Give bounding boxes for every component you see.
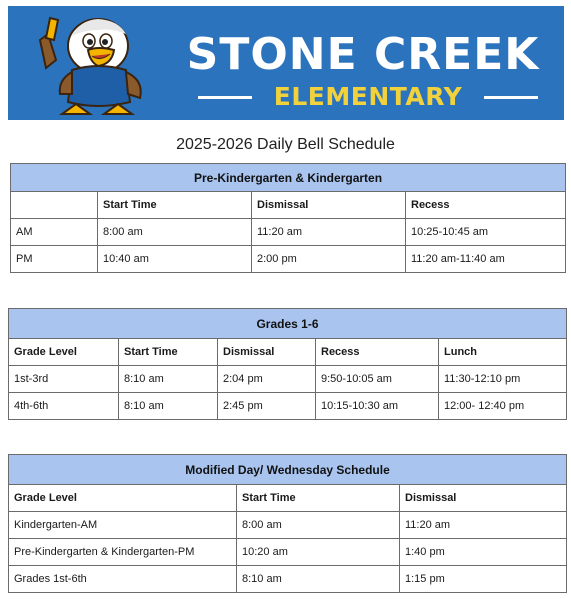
column-header: Recess bbox=[316, 339, 439, 366]
school-subtitle-group bbox=[198, 80, 538, 114]
column-header: Dismissal bbox=[218, 339, 316, 366]
table-cell: 11:20 am-11:40 am bbox=[406, 246, 566, 273]
table-cell: 1st-3rd bbox=[9, 366, 119, 393]
table-cell: Kindergarten-AM bbox=[9, 512, 237, 539]
table-cell: 11:20 am bbox=[252, 219, 406, 246]
table-cell: 2:00 pm bbox=[252, 246, 406, 273]
table-cell: Pre-Kindergarten & Kindergarten-PM bbox=[9, 539, 237, 566]
column-header: Start Time bbox=[237, 485, 400, 512]
column-header: Dismissal bbox=[252, 192, 406, 219]
school-banner bbox=[8, 6, 564, 120]
column-header: Grade Level bbox=[9, 485, 237, 512]
school-subtitle: ELEMENTARY bbox=[273, 82, 463, 111]
table-title: Pre-Kindergarten & Kindergarten bbox=[11, 164, 566, 192]
school-name: STONE CREEK bbox=[186, 29, 540, 80]
schedule-table-grades-1-6 bbox=[8, 308, 567, 420]
table-row bbox=[9, 393, 567, 420]
page-title: 2025-2026 Daily Bell Schedule bbox=[176, 136, 395, 153]
column-header: Grade Level bbox=[9, 339, 119, 366]
table-cell: AM bbox=[11, 219, 98, 246]
table-cell: 2:45 pm bbox=[218, 393, 316, 420]
schedule-table-prek-k bbox=[10, 163, 566, 273]
subtitle-rule-right bbox=[484, 96, 538, 99]
table-cell: 8:10 am bbox=[119, 393, 218, 420]
schedule-table-modified-day bbox=[8, 454, 567, 593]
table-row bbox=[9, 566, 567, 593]
table-cell: 8:10 am bbox=[237, 566, 400, 593]
table-cell: 10:25-10:45 am bbox=[406, 219, 566, 246]
column-header: Lunch bbox=[439, 339, 567, 366]
table-cell: Grades 1st-6th bbox=[9, 566, 237, 593]
table-cell: 8:00 am bbox=[237, 512, 400, 539]
table-cell: 2:04 pm bbox=[218, 366, 316, 393]
table-cell: 8:00 am bbox=[98, 219, 252, 246]
table-row bbox=[11, 219, 566, 246]
column-header: Dismissal bbox=[400, 485, 567, 512]
eagle-mascot-icon bbox=[32, 10, 150, 118]
table-row bbox=[9, 512, 567, 539]
table-cell: 11:20 am bbox=[400, 512, 567, 539]
table-cell: 10:40 am bbox=[98, 246, 252, 273]
table-cell: 4th-6th bbox=[9, 393, 119, 420]
table-cell: 9:50-10:05 am bbox=[316, 366, 439, 393]
table-cell: 11:30-12:10 pm bbox=[439, 366, 567, 393]
table-title: Grades 1-6 bbox=[9, 309, 567, 339]
table-title: Modified Day/ Wednesday Schedule bbox=[9, 455, 567, 485]
table-cell: 10:15-10:30 am bbox=[316, 393, 439, 420]
table-cell: 8:10 am bbox=[119, 366, 218, 393]
table-row bbox=[11, 246, 566, 273]
column-header: Start Time bbox=[119, 339, 218, 366]
table-cell: 12:00- 12:40 pm bbox=[439, 393, 567, 420]
table-row bbox=[9, 539, 567, 566]
table-cell: 1:15 pm bbox=[400, 566, 567, 593]
table-cell: 10:20 am bbox=[237, 539, 400, 566]
subtitle-rule-left bbox=[198, 96, 252, 99]
table-row bbox=[9, 366, 567, 393]
column-header bbox=[11, 192, 98, 219]
column-header: Start Time bbox=[98, 192, 252, 219]
column-header: Recess bbox=[406, 192, 566, 219]
table-cell: PM bbox=[11, 246, 98, 273]
table-cell: 1:40 pm bbox=[400, 539, 567, 566]
